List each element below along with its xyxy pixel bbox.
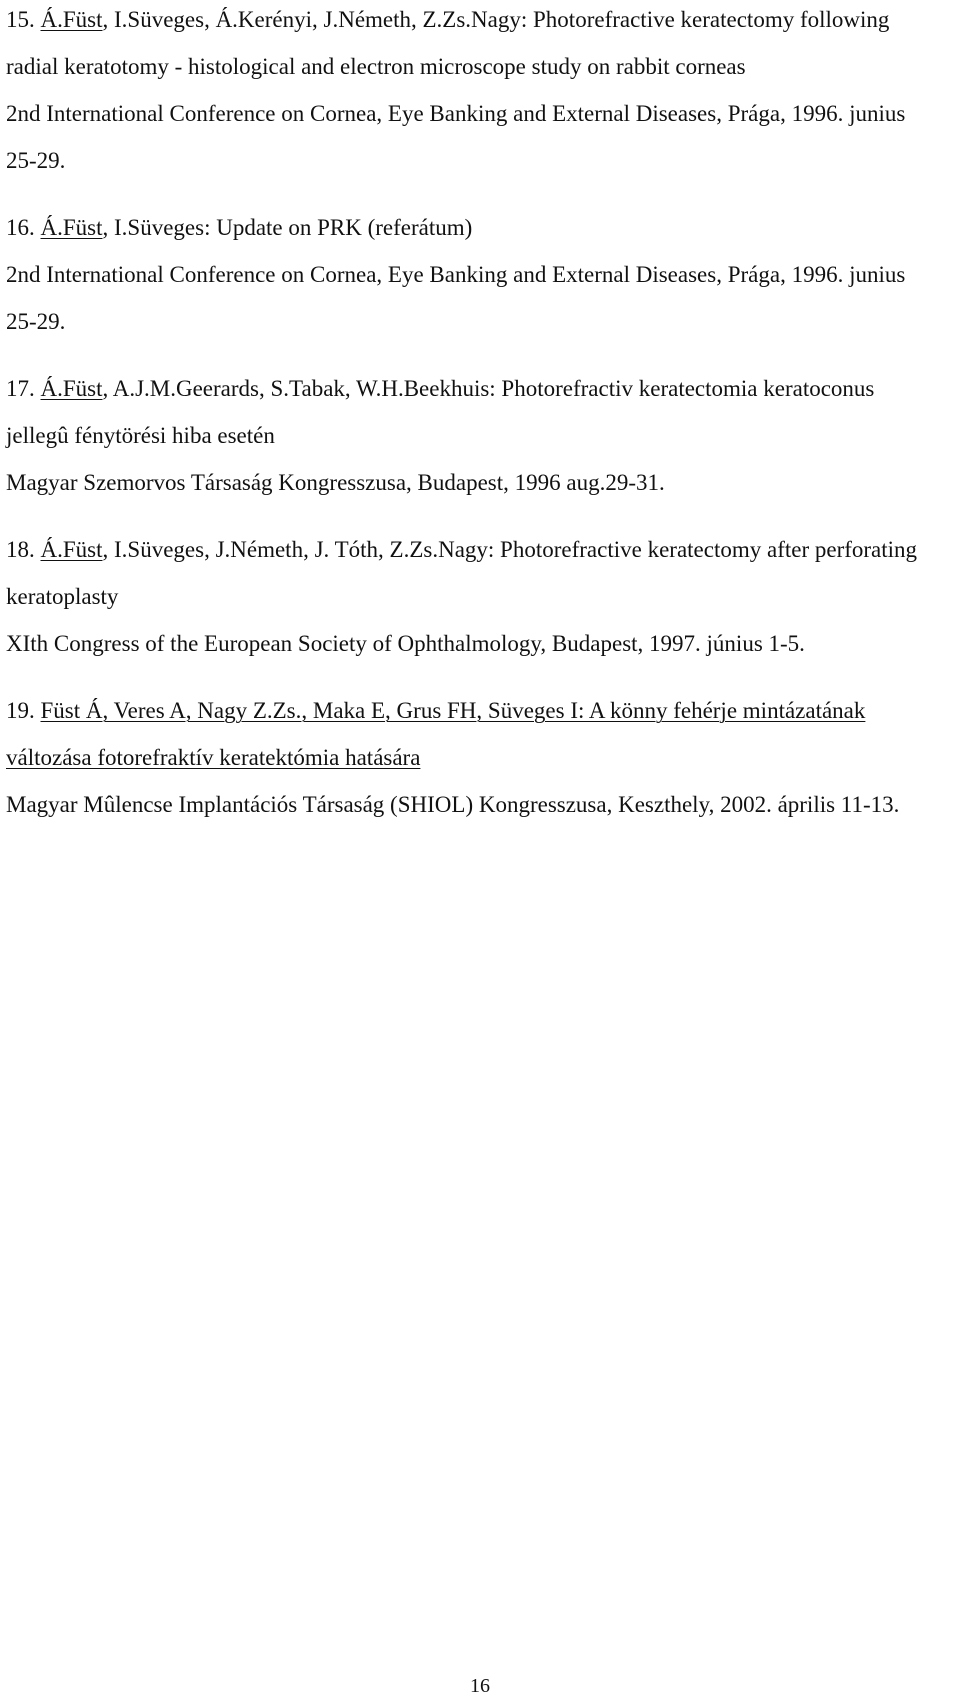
page-number: 16 (470, 1675, 490, 1697)
reference-number: 17. (6, 376, 41, 401)
reference-entry-17 (6, 365, 936, 506)
reference-title (6, 687, 936, 781)
first-author: Á.Füst (40, 215, 103, 240)
reference-entry-16 (6, 204, 936, 345)
first-author: Füst Á (40, 698, 103, 723)
reference-authors-title: , I.Süveges: Update on PRK (referátum) (102, 215, 473, 240)
reference-entry-19 (6, 687, 936, 828)
reference-authors-title: , I.Süveges, J.Németh, J. Tóth, Z.Zs.Nagy: Photorefractive keratectomy after perforating keratoplasty (6, 537, 918, 609)
reference-venue: 2nd International Conference on Cornea, Eye Banking and External Diseases, Prága, 1996. junius 25-29. (6, 262, 906, 334)
reference-venue: Magyar Szemorvos Társaság Kongresszusa, Budapest, 1996 aug.29-31. (6, 470, 665, 495)
reference-authors-title: , I.Süveges, Á.Kerényi, J.Németh, Z.Zs.Nagy: Photorefractive keratectomy following radial keratotomy - histological and electron microscope study on rabbit corneas (6, 7, 890, 79)
reference-venue: XIth Congress of the European Society of Ophthalmology, Budapest, 1997. június 1-5. (6, 631, 805, 656)
reference-title (6, 204, 936, 251)
reference-title (6, 365, 936, 459)
reference-title (6, 526, 936, 620)
reference-number: 19. (6, 698, 41, 723)
reference-number: 15. (6, 7, 41, 32)
reference-number: 18. (6, 537, 41, 562)
reference-authors-title: , Veres A, Nagy Z.Zs., Maka E, Grus FH, Süveges I: A könny fehérje mintázatának változása fotorefraktív keratektómia hatására (6, 698, 866, 770)
first-author: Á.Füst (40, 376, 103, 401)
reference-number: 16. (6, 215, 41, 240)
reference-venue: Magyar Mûlencse Implantációs Társaság (SHIOL) Kongresszusa, Keszthely, 2002. április 11-13. (6, 792, 900, 817)
reference-entry-15 (6, 0, 936, 184)
first-author: Á.Füst (40, 537, 103, 562)
reference-title (6, 0, 936, 90)
reference-venue: 2nd International Conference on Cornea, Eye Banking and External Diseases, Prága, 1996. junius 25-29. (6, 101, 906, 173)
reference-authors-title: , A.J.M.Geerards, S.Tabak, W.H.Beekhuis: Photorefractiv keratectomia keratoconus jellegû fénytörési hiba esetén (6, 376, 875, 448)
first-author: Á.Füst (40, 7, 103, 32)
reference-list (6, 0, 936, 848)
reference-entry-18 (6, 526, 936, 667)
